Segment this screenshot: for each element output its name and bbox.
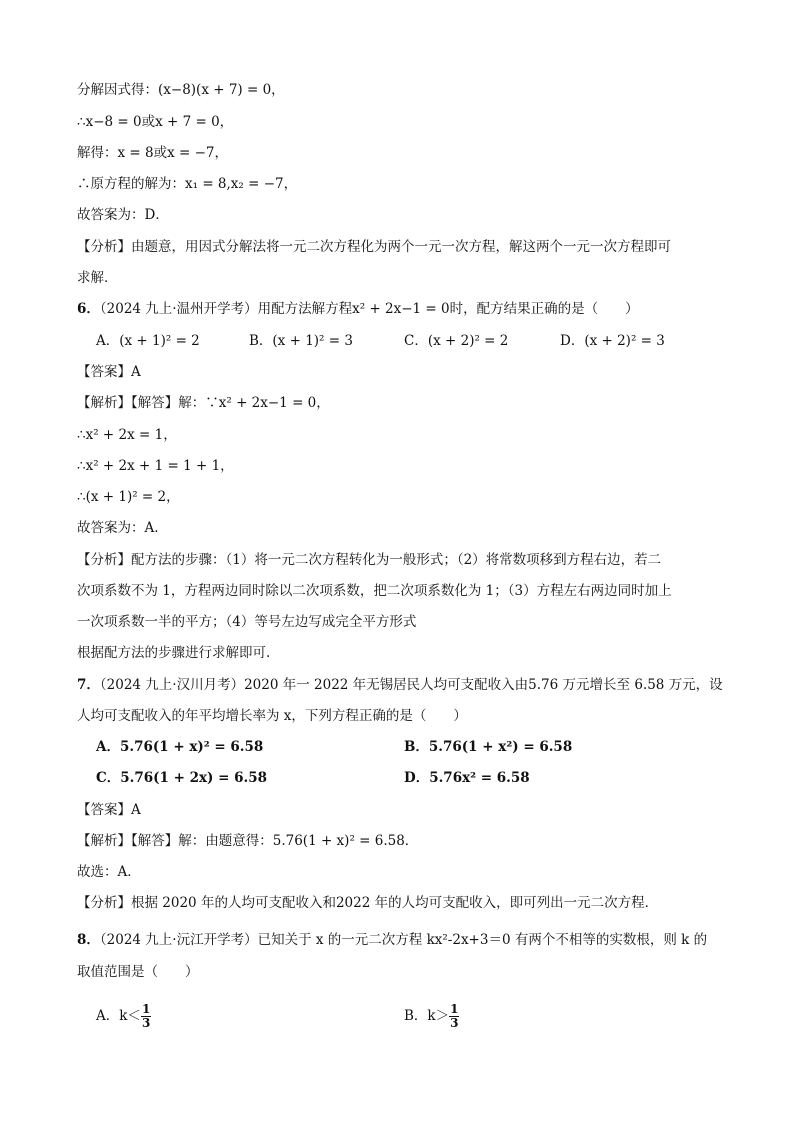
option-c: C．5.76(1 + 2x) = 6.58	[96, 770, 268, 786]
option-label: A．k＜	[96, 1008, 141, 1024]
option-a: A．5.76(1 + x)² = 6.58	[96, 739, 264, 755]
question-stem: （2024 九上·温州开学考）用配方法解方程x² + 2x−1 = 0时，配方结果正确的是（ ）	[99, 301, 639, 317]
question-number: 6．	[77, 301, 100, 317]
question-7	[77, 675, 723, 695]
answer-line: 【答案】A	[77, 802, 141, 818]
analysis-line: 【分析】由题意，用因式分解法将一元二次方程化为两个一元一次方程，解这两个一元一次方程即可	[77, 239, 671, 255]
option-label: B．k＞	[404, 1008, 450, 1024]
answer-line: 故答案为：A.	[77, 520, 159, 536]
solution-line: 分解因式得：(x−8)(x + 7) = 0，	[77, 82, 285, 98]
option-b: B．5.76(1 + x²) = 6.58	[404, 739, 573, 755]
question-8	[77, 930, 707, 950]
fraction	[449, 1003, 459, 1030]
analysis-line: 次项系数不为 1，方程两边同时除以二次项系数，把二次项系数化为 1；（3）方程左右两边同时加上	[77, 583, 672, 599]
solution-line: ∴x² + 2x + 1 = 1 + 1，	[77, 458, 234, 474]
denominator: 3	[141, 1016, 151, 1030]
answer-line: 故选：A．	[77, 864, 141, 880]
option-d: D．5.76x² = 6.58	[404, 770, 530, 786]
answer-line: 故答案为：D．	[77, 207, 169, 223]
analysis-line: 【分析】配方法的步骤：（1）将一元二次方程转化为一般形式；（2）将常数项移到方程右边，若二	[77, 552, 662, 568]
solution-line: ∴x−8 = 0或x + 7 = 0，	[77, 114, 234, 130]
option-a	[96, 1003, 151, 1030]
numerator: 1	[450, 1002, 459, 1016]
question-stem-continued: 取值范围是（ ）	[77, 964, 199, 980]
solution-line: ∴(x + 1)² = 2，	[77, 489, 180, 505]
question-number: 8．	[77, 932, 100, 948]
question-stem: （2024 九上·汉川月考）2020 年一 2022 年无锡居民人均可支配收入由5.76 万元增长至 6.58 万元，设	[99, 677, 723, 693]
fraction	[141, 1003, 151, 1030]
solution-line: 【解析】【解答】解：∵x² + 2x−1 = 0，	[77, 395, 330, 411]
option-a: A．(x + 1)² = 2	[96, 333, 200, 349]
denominator: 3	[450, 1016, 459, 1030]
question-stem: （2024 九上·沅江开学考）已知关于 x 的一元二次方程 kx²-2x+3＝0 有两个不相等的实数根，则 k 的	[99, 932, 708, 948]
question-number: 7．	[77, 677, 100, 693]
answer-line: 【答案】A	[77, 364, 141, 380]
analysis-line: 根据配方法的步骤进行求解即可.	[77, 645, 271, 661]
solution-line: 解得：x = 8或x = −7，	[77, 145, 229, 161]
question-stem-continued: 人均可支配收入的年平均增长率为 x，下列方程正确的是（ ）	[77, 708, 467, 724]
option-c: C．(x + 2)² = 2	[404, 333, 509, 349]
solution-line: 【解析】【解答】解：由题意得：5.76(1 + x)² = 6.58．	[77, 833, 419, 849]
solution-line: ∴原方程的解为：x₁ = 8,x₂ = −7，	[77, 176, 298, 192]
analysis-line: 【分析】根据 2020 年的人均可支配收入和2022 年的人均可支配收入，即可列出一元二次方程．	[77, 895, 659, 911]
option-b	[404, 1003, 459, 1030]
option-b: B．(x + 1)² = 3	[249, 333, 353, 349]
numerator: 1	[141, 1002, 151, 1016]
analysis-line: 求解．	[77, 270, 118, 286]
question-6	[77, 299, 639, 319]
solution-line: ∴x² + 2x = 1，	[77, 427, 177, 443]
option-d: D．(x + 2)² = 3	[560, 333, 665, 349]
analysis-line: 一次项系数一半的平方；（4）等号左边写成完全平方形式	[77, 614, 417, 630]
